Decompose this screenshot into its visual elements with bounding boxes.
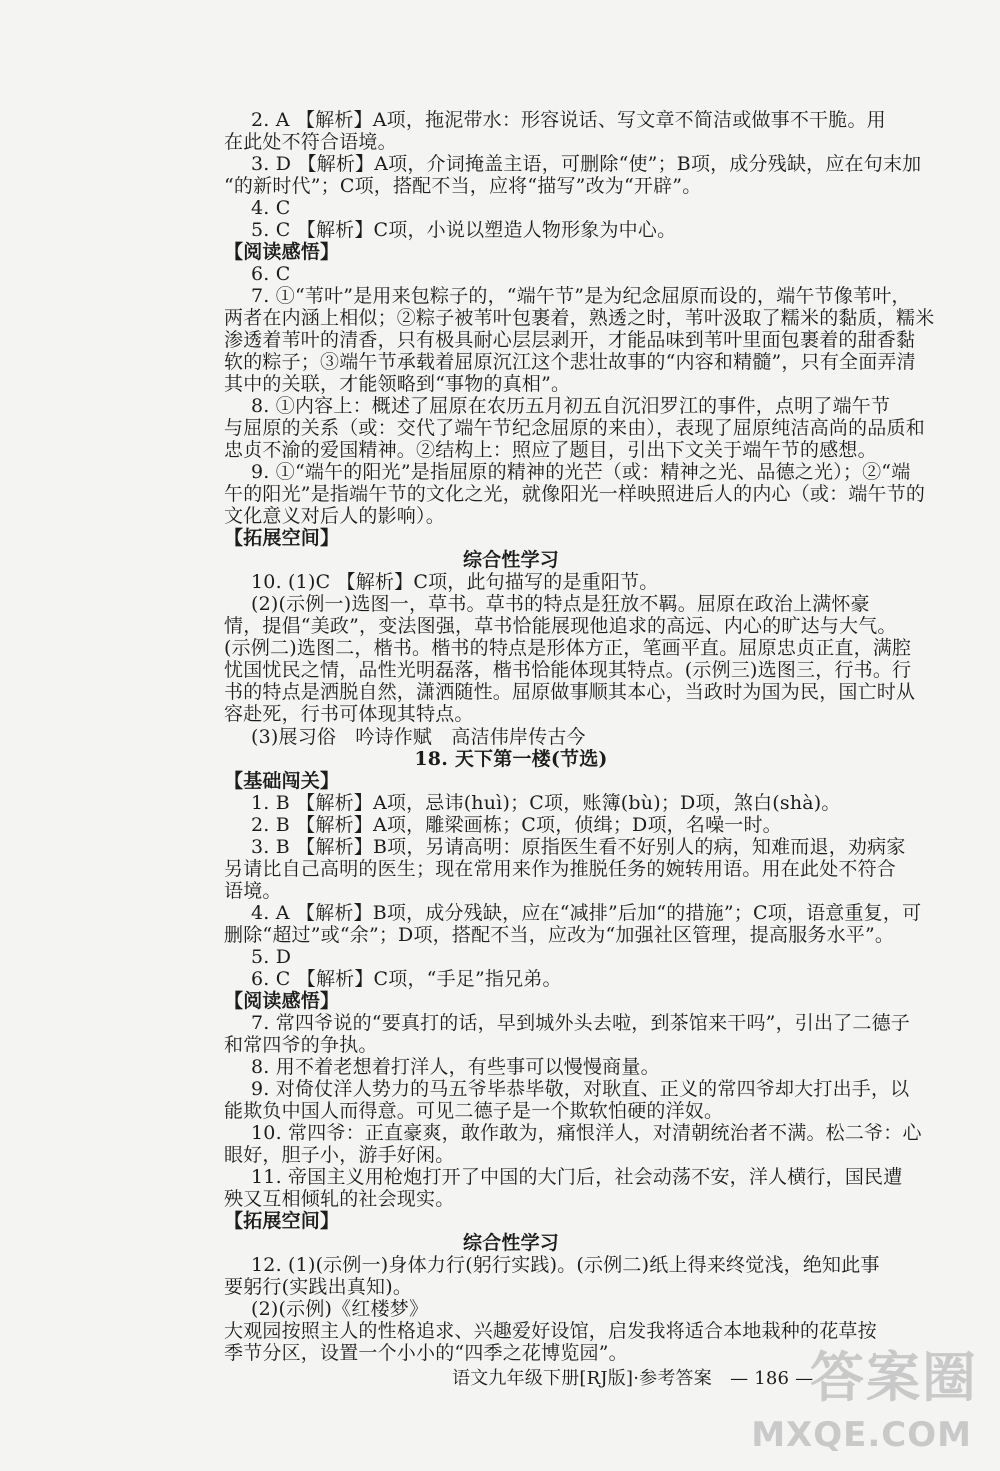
answer-line: (2)(示例一)选图一，草书。草书的特点是狂放不羁。屈原在政治上满怀豪 bbox=[251, 593, 870, 615]
answer-line: 7. 常四爷说的“要真打的话，早到城外头去啦，到茶馆来干吗”，引出了二德子 bbox=[251, 1012, 910, 1034]
answer-line: 9. 对倚仗洋人势力的马五爷毕恭毕敬，对耿直、正义的常四爷却大打出手，以 bbox=[251, 1078, 910, 1100]
answer-line: 要躬行(实践出真知)。 bbox=[224, 1276, 413, 1298]
answer-line: 大观园按照主人的性格追求、兴趣爱好设馆，启发我将适合本地栽种的花草按 bbox=[224, 1320, 877, 1342]
answer-line: 11. 帝国主义用枪炮打开了中国的大门后，社会动荡不安，洋人横行，国民遭 bbox=[251, 1166, 903, 1188]
answer-line: (3)展习俗 吟诗作赋 高洁伟岸传古今 bbox=[251, 726, 586, 748]
section-label: 【拓展空间】 bbox=[224, 527, 340, 549]
answer-line: 软的粽子；③端午节承载着屈原沉江这个悲壮故事的“内容和精髓”，只有全面弄清 bbox=[224, 351, 916, 373]
answer-line: 1. B 【解析】A项，忌讳(huì)；C项，账簿(bù)；D项，煞白(shà)。 bbox=[251, 792, 841, 814]
answer-line: 情，提倡“美政”，变法图强，草书恰能展现他追求的高远、内心的旷达与大气。 bbox=[224, 615, 897, 637]
answer-line: 语境。 bbox=[224, 880, 282, 902]
answer-line: 6. C bbox=[251, 263, 291, 285]
answer-line: (2)(示例)《红楼梦》 bbox=[251, 1298, 429, 1320]
answer-line: 3. B 【解析】B项，另请高明：原指医生看不好别人的病，知难而退，劝病家 bbox=[251, 836, 906, 858]
answer-line: 7. ①“苇叶”是用来包粽子的，“端午节”是为纪念屈原而设的，端午节像苇叶， bbox=[251, 285, 911, 307]
answer-line: 忧国忧民之情，品性光明磊落，楷书恰能体现其特点。(示例三)选图三，行书。行 bbox=[224, 659, 912, 681]
answer-line: 5. D bbox=[251, 946, 292, 968]
answer-line: 容赴死，行书可体现其特点。 bbox=[224, 703, 474, 725]
answer-line: 文化意义对后人的影响）。 bbox=[224, 505, 445, 527]
answer-line: 删除“超过”或“余”；D项，搭配不当，应改为“加强社区管理，提高服务水平”。 bbox=[224, 924, 895, 946]
section-label: 【阅读感悟】 bbox=[224, 990, 340, 1012]
answer-line: 8. 用不着老想着打洋人，有些事可以慢慢商量。 bbox=[251, 1056, 660, 1078]
section-heading: 综合性学习 bbox=[462, 1232, 559, 1254]
answer-line: 眼好，胆子小，游手好闲。 bbox=[224, 1144, 455, 1166]
answer-line: 4. A 【解析】B项，成分残缺，应在“减排”后加“的措施”；C项，语意重复，可 bbox=[251, 902, 922, 924]
watermark-url: MXQE.COM bbox=[751, 1415, 972, 1455]
answer-line: “的新时代”；C项，搭配不当，应将“描写”改为“开辟”。 bbox=[224, 175, 702, 197]
answer-line: 8. ①内容上：概述了屈原在农历五月初五自沉汨罗江的事件，点明了端午节 bbox=[251, 395, 891, 417]
section-label: 【拓展空间】 bbox=[224, 1210, 340, 1232]
answer-line: 渗透着苇叶的清香，只有极具耐心层层剥开，才能品味到苇叶里面包裹着的甜香黏 bbox=[224, 329, 916, 351]
answer-line: 季节分区，设置一个小小的“四季之花博览园”。 bbox=[224, 1342, 628, 1364]
answer-line: 2. B 【解析】A项，雕梁画栋；C项，侦缉；D项，名噪一时。 bbox=[251, 814, 782, 836]
answer-line: 另请比自己高明的医生；现在常用来作为推脱任务的婉转用语。用在此处不符合 bbox=[224, 858, 897, 880]
watermark-text: 答案圈 bbox=[810, 1346, 978, 1409]
watermark-logo bbox=[748, 1335, 978, 1455]
answer-line: 3. D 【解析】A项，介词掩盖主语，可删除“使”；B项，成分残缺，应在句末加 bbox=[251, 153, 922, 175]
answer-line: 殃又互相倾轧的社会现实。 bbox=[224, 1188, 455, 1210]
page-footer: 语文九年级下册[RJ版]·参考答案 — 186 — bbox=[452, 1368, 814, 1389]
answer-line: 两者在内涵上相似；②粽子被苇叶包裹着，熟透之时，苇叶汲取了糯米的黏质，糯米 bbox=[224, 307, 935, 329]
answer-line: 9. ①“端午的阳光”是指屈原的精神的光芒（或：精神之光、品德之光）；②“端 bbox=[251, 461, 911, 483]
answer-line: 忠贞不渝的爱国精神。②结构上：照应了题目，引出下文关于端午节的感想。 bbox=[224, 439, 877, 461]
answer-line: 12. (1)(示例一)身体力行(躬行实践)。(示例二)纸上得来终觉浅，绝知此事 bbox=[251, 1254, 880, 1276]
answer-line: 在此处不符合语境。 bbox=[224, 131, 397, 153]
answer-line: 5. C 【解析】C项，小说以塑造人物形象为中心。 bbox=[251, 219, 677, 241]
answer-line: 能欺负中国人而得意。可见二德子是一个欺软怕硬的洋奴。 bbox=[224, 1100, 724, 1122]
answer-line: 和常四爷的争执。 bbox=[224, 1034, 378, 1056]
answer-line: 10. 常四爷：正直豪爽，敢作敢为，痛恨洋人，对清朝统治者不满。松二爷：心 bbox=[251, 1122, 922, 1144]
answer-line: (示例二)选图二，楷书。楷书的特点是形体方正，笔画平直。屈原忠贞正直，满腔 bbox=[224, 637, 912, 659]
section-label: 【基础闯关】 bbox=[224, 770, 340, 792]
answer-line: 书的特点是洒脱自然，潇洒随性。屈原做事顺其本心，当政时为国为民，国亡时从 bbox=[224, 681, 916, 703]
answer-line: 其中的关联，才能领略到“事物的真相”。 bbox=[224, 373, 571, 395]
answer-line: 2. A 【解析】A项，拖泥带水：形容说话、写文章不简洁或做事不干脆。用 bbox=[251, 109, 886, 131]
answer-line: 午的阳光”是指端午节的文化之光，就像阳光一样映照进后人的内心（或：端午节的 bbox=[224, 483, 926, 505]
answer-line: 6. C 【解析】C项，“手足”指兄弟。 bbox=[251, 968, 562, 990]
answer-line: 10. (1)C 【解析】C项，此句描写的是重阳节。 bbox=[251, 571, 659, 593]
answer-line: 与屈原的关系（或：交代了端午节纪念屈原的来由），表现了屈原纯洁高尚的品质和 bbox=[224, 417, 925, 439]
section-heading: 18. 天下第一楼(节选) bbox=[414, 748, 608, 770]
answer-line: 4. C bbox=[251, 197, 291, 219]
section-heading: 综合性学习 bbox=[462, 549, 559, 571]
section-label: 【阅读感悟】 bbox=[224, 241, 340, 263]
